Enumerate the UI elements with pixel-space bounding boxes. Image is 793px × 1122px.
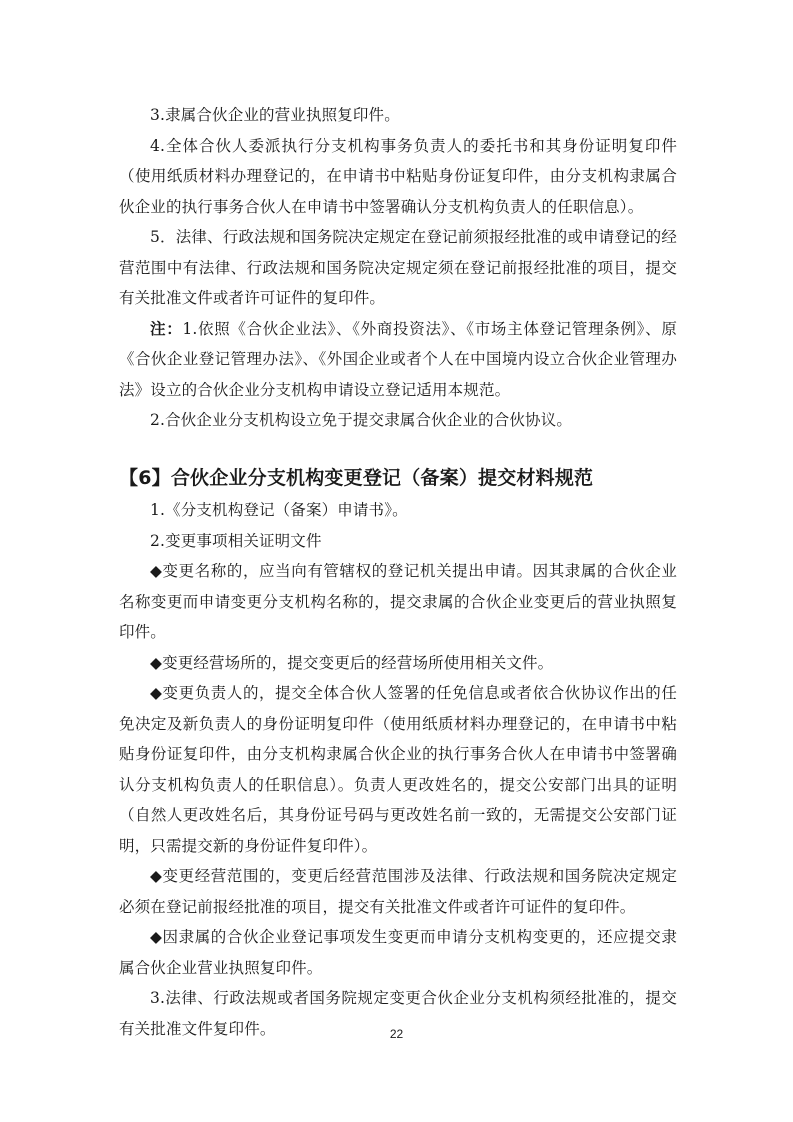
item-5-paragraph: 5．法律、行政法规和国务院决定规定在登记前须报经批准的或申请登记的经营范围中有法律、行政法规和国务院决定规定须在登记前报经批准的项目，提交有关批准文件或者许可证件的复印件。 [119,228,677,307]
approval-documents-paragraph: 3.法律、行政法规或者国务院规定变更合伙企业分支机构须经批准的，提交有关批准文件复印件。 [119,989,677,1038]
note-text: 1.依照《合伙企业法》、《外商投资法》、《市场主体登记管理条例》、原《合伙企业登记管理办法》、《外国企业或者个人在中国境内设立合伙企业管理办法》设立的合伙企业分支机构申请设立登记适用本规范。 [119,319,677,399]
page-number: 22 [389,1027,404,1041]
change-name-paragraph: ◆变更名称的，应当向有管辖权的登记机关提出申请。因其隶属的合伙企业名称变更而申请变更分支机构名称的，提交隶属的合伙企业变更后的营业执照复印件。 [119,562,677,641]
section-b-body [119,495,677,1044]
item-2-paragraph: 2.变更事项相关证明文件 [150,531,322,550]
note-label: 注： [150,318,183,338]
parent-change-paragraph: ◆因隶属的合伙企业登记事项发生变更而申请分支机构变更的，还应提交隶属合伙企业营业执照复印件。 [119,928,677,977]
change-premises-paragraph: ◆变更经营场所的，提交变更后的经营场所使用相关文件。 [150,653,554,672]
item-4-paragraph: 4.全体合伙人委派执行分支机构事务负责人的委托书和其身份证明复印件（使用纸质材料办理登记的，在申请书中粘贴身份证复印件，由分支机构隶属合伙企业的执行事务合伙人在申请书中签署确认分支机构负责人的任职信息）。 [119,136,677,216]
note-item-2-paragraph: 2.合伙企业分支机构设立免于提交隶属合伙企业的合伙协议。 [150,411,572,429]
section-heading: 【6】合伙企业分支机构变更登记（备案）提交材料规范 [119,467,594,489]
change-manager-paragraph: ◆变更负责人的，提交全体合伙人签署的任免信息或者依合伙协议作出的任免决定及新负责人的身份证明复印件（使用纸质材料办理登记的，在申请书中粘贴身份证复印件，由分支机构隶属合伙企业的执行事务合伙人在申请书中签署确认分支机构负责人的任职信息）。负责人更改姓名的，提交公安部门出具的证明（自然人更改姓名后，其身份证号码与更改姓名前一致的，无需提交公安部门证明，只需提交新的身份证件复印件）。 [119,684,677,855]
item-1-paragraph: 1.《分支机构登记（备案）申请书》。 [150,501,408,519]
section-a-body [119,100,677,436]
change-scope-paragraph: ◆变更经营范围的，变更后经营范围涉及法律、行政法规和国务院决定规定必须在登记前报经批准的项目，提交有关批准文件或者许可证件的复印件。 [119,867,677,916]
note-paragraph [119,314,677,406]
item-3-paragraph: 3.隶属合伙企业的营业执照复印件。 [150,106,400,124]
